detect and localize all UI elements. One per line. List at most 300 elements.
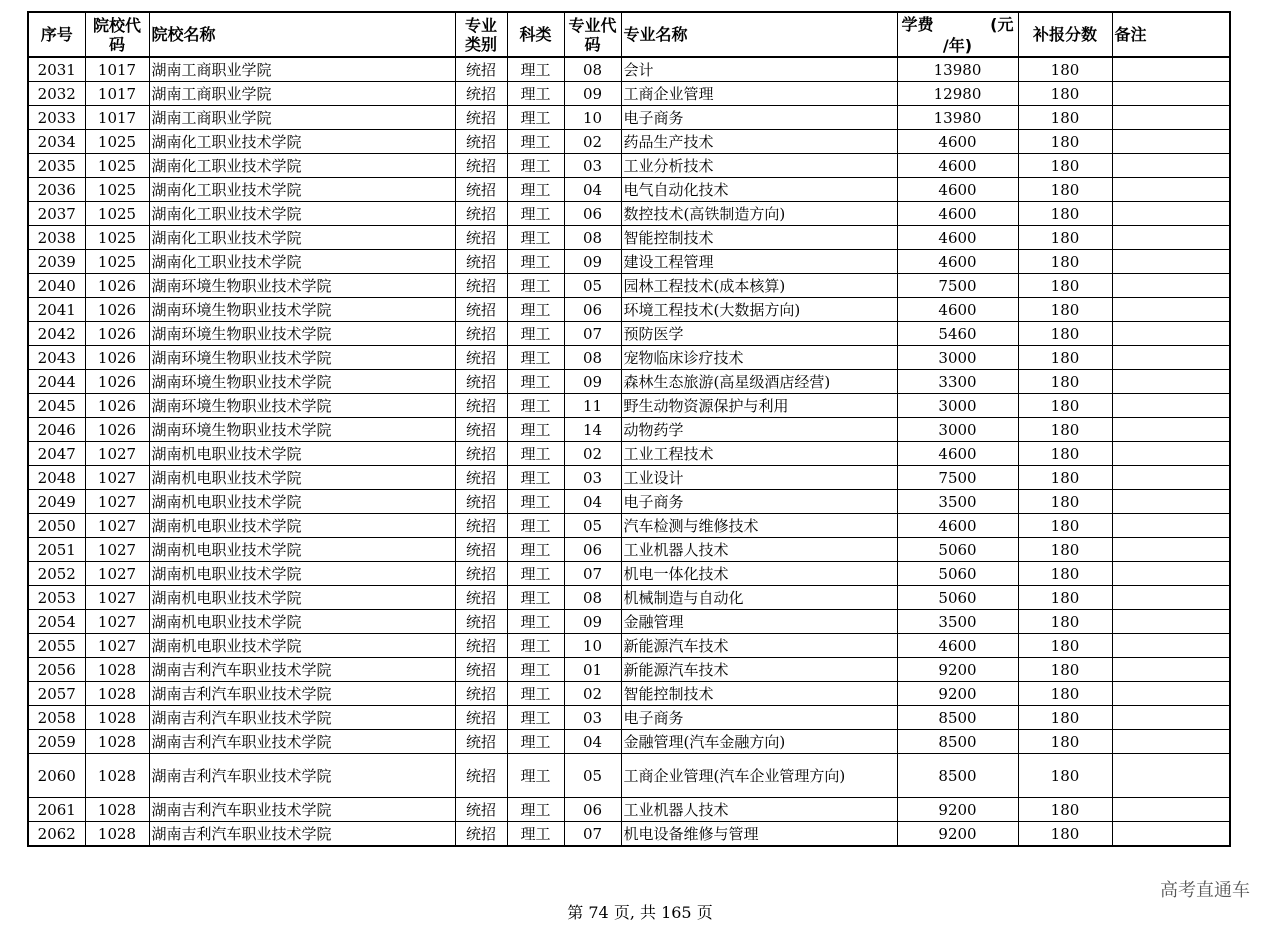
table-row bbox=[28, 490, 1230, 514]
cell-subject: 理工 bbox=[507, 106, 564, 130]
cell-major-name: 环境工程技术(大数据方向) bbox=[621, 298, 897, 322]
cell-major-type: 统招 bbox=[455, 82, 507, 106]
cell-fee: 3300 bbox=[897, 370, 1018, 394]
cell-subject: 理工 bbox=[507, 658, 564, 682]
cell-note bbox=[1112, 514, 1230, 538]
cell-note bbox=[1112, 106, 1230, 130]
cell-major-code: 01 bbox=[564, 658, 621, 682]
cell-seq: 2036 bbox=[28, 178, 85, 202]
cell-note bbox=[1112, 394, 1230, 418]
cell-fee: 3000 bbox=[897, 346, 1018, 370]
cell-subject: 理工 bbox=[507, 562, 564, 586]
cell-major-type: 统招 bbox=[455, 706, 507, 730]
cell-note bbox=[1112, 466, 1230, 490]
cell-note bbox=[1112, 798, 1230, 822]
cell-school-name: 湖南工商职业学院 bbox=[149, 57, 455, 82]
cell-major-type: 统招 bbox=[455, 538, 507, 562]
cell-major-type: 统招 bbox=[455, 298, 507, 322]
table-row bbox=[28, 538, 1230, 562]
cell-major-type: 统招 bbox=[455, 798, 507, 822]
table-body bbox=[28, 57, 1230, 846]
cell-school-name: 湖南机电职业技术学院 bbox=[149, 634, 455, 658]
cell-fee: 9200 bbox=[897, 798, 1018, 822]
cell-major-code: 07 bbox=[564, 562, 621, 586]
cell-major-type: 统招 bbox=[455, 250, 507, 274]
cell-fee: 4600 bbox=[897, 514, 1018, 538]
cell-major-code: 09 bbox=[564, 610, 621, 634]
cell-major-name: 野生动物资源保护与利用 bbox=[621, 394, 897, 418]
cell-major-code: 06 bbox=[564, 298, 621, 322]
table-row bbox=[28, 822, 1230, 847]
cell-seq: 2037 bbox=[28, 202, 85, 226]
cell-fee: 9200 bbox=[897, 658, 1018, 682]
cell-subject: 理工 bbox=[507, 370, 564, 394]
cell-major-code: 09 bbox=[564, 250, 621, 274]
cell-major-type: 统招 bbox=[455, 822, 507, 847]
cell-major-name: 汽车检测与维修技术 bbox=[621, 514, 897, 538]
cell-fee: 4600 bbox=[897, 298, 1018, 322]
cell-school-code: 1028 bbox=[85, 798, 149, 822]
cell-major-name: 药品生产技术 bbox=[621, 130, 897, 154]
cell-fee: 4600 bbox=[897, 130, 1018, 154]
cell-score: 180 bbox=[1018, 394, 1112, 418]
cell-seq: 2031 bbox=[28, 57, 85, 82]
cell-school-code: 1027 bbox=[85, 538, 149, 562]
cell-seq: 2038 bbox=[28, 226, 85, 250]
cell-note bbox=[1112, 658, 1230, 682]
cell-note bbox=[1112, 754, 1230, 798]
cell-subject: 理工 bbox=[507, 586, 564, 610]
table-row bbox=[28, 346, 1230, 370]
table-row bbox=[28, 178, 1230, 202]
cell-school-code: 1026 bbox=[85, 274, 149, 298]
cell-school-name: 湖南工商职业学院 bbox=[149, 106, 455, 130]
cell-major-name: 工业机器人技术 bbox=[621, 798, 897, 822]
cell-major-code: 07 bbox=[564, 822, 621, 847]
cell-school-code: 1026 bbox=[85, 322, 149, 346]
cell-seq: 2049 bbox=[28, 490, 85, 514]
cell-major-name: 工业机器人技术 bbox=[621, 538, 897, 562]
cell-major-name: 电子商务 bbox=[621, 106, 897, 130]
table-row bbox=[28, 394, 1230, 418]
cell-major-type: 统招 bbox=[455, 394, 507, 418]
cell-major-code: 03 bbox=[564, 706, 621, 730]
cell-major-code: 04 bbox=[564, 730, 621, 754]
cell-seq: 2053 bbox=[28, 586, 85, 610]
cell-school-name: 湖南机电职业技术学院 bbox=[149, 514, 455, 538]
cell-subject: 理工 bbox=[507, 610, 564, 634]
table-row bbox=[28, 418, 1230, 442]
cell-seq: 2041 bbox=[28, 298, 85, 322]
cell-school-code: 1027 bbox=[85, 442, 149, 466]
header-fee-unit-open: (元 bbox=[990, 15, 1014, 34]
cell-school-code: 1025 bbox=[85, 226, 149, 250]
cell-subject: 理工 bbox=[507, 202, 564, 226]
cell-subject: 理工 bbox=[507, 57, 564, 82]
table-row bbox=[28, 610, 1230, 634]
cell-major-code: 05 bbox=[564, 274, 621, 298]
cell-note bbox=[1112, 250, 1230, 274]
table-row bbox=[28, 274, 1230, 298]
cell-subject: 理工 bbox=[507, 754, 564, 798]
cell-subject: 理工 bbox=[507, 634, 564, 658]
cell-seq: 2056 bbox=[28, 658, 85, 682]
cell-score: 180 bbox=[1018, 57, 1112, 82]
table-row bbox=[28, 106, 1230, 130]
cell-school-name: 湖南机电职业技术学院 bbox=[149, 490, 455, 514]
cell-major-code: 08 bbox=[564, 586, 621, 610]
cell-subject: 理工 bbox=[507, 730, 564, 754]
cell-major-code: 08 bbox=[564, 226, 621, 250]
cell-school-code: 1028 bbox=[85, 682, 149, 706]
table-row bbox=[28, 730, 1230, 754]
cell-school-name: 湖南环境生物职业技术学院 bbox=[149, 274, 455, 298]
cell-fee: 4600 bbox=[897, 250, 1018, 274]
cell-seq: 2060 bbox=[28, 754, 85, 798]
cell-note bbox=[1112, 202, 1230, 226]
cell-major-code: 04 bbox=[564, 490, 621, 514]
cell-school-name: 湖南吉利汽车职业技术学院 bbox=[149, 658, 455, 682]
cell-seq: 2039 bbox=[28, 250, 85, 274]
cell-note bbox=[1112, 586, 1230, 610]
cell-seq: 2059 bbox=[28, 730, 85, 754]
cell-subject: 理工 bbox=[507, 394, 564, 418]
cell-major-type: 统招 bbox=[455, 730, 507, 754]
cell-school-name: 湖南吉利汽车职业技术学院 bbox=[149, 682, 455, 706]
cell-fee: 3500 bbox=[897, 610, 1018, 634]
table-row bbox=[28, 442, 1230, 466]
cell-subject: 理工 bbox=[507, 682, 564, 706]
cell-major-type: 统招 bbox=[455, 610, 507, 634]
cell-fee: 8500 bbox=[897, 754, 1018, 798]
cell-subject: 理工 bbox=[507, 514, 564, 538]
cell-school-name: 湖南化工职业技术学院 bbox=[149, 178, 455, 202]
table-row bbox=[28, 798, 1230, 822]
cell-school-name: 湖南化工职业技术学院 bbox=[149, 226, 455, 250]
cell-fee: 8500 bbox=[897, 706, 1018, 730]
cell-note bbox=[1112, 322, 1230, 346]
cell-note bbox=[1112, 178, 1230, 202]
cell-score: 180 bbox=[1018, 202, 1112, 226]
cell-score: 180 bbox=[1018, 730, 1112, 754]
cell-fee: 13980 bbox=[897, 106, 1018, 130]
cell-major-code: 10 bbox=[564, 634, 621, 658]
table-row bbox=[28, 82, 1230, 106]
cell-score: 180 bbox=[1018, 274, 1112, 298]
cell-seq: 2047 bbox=[28, 442, 85, 466]
cell-subject: 理工 bbox=[507, 346, 564, 370]
cell-school-name: 湖南环境生物职业技术学院 bbox=[149, 322, 455, 346]
cell-note bbox=[1112, 490, 1230, 514]
cell-major-code: 02 bbox=[564, 682, 621, 706]
cell-major-name: 工业设计 bbox=[621, 466, 897, 490]
cell-major-code: 06 bbox=[564, 798, 621, 822]
cell-note bbox=[1112, 562, 1230, 586]
header-fee-label: 学费 bbox=[901, 15, 934, 34]
cell-seq: 2042 bbox=[28, 322, 85, 346]
table-row bbox=[28, 322, 1230, 346]
cell-score: 180 bbox=[1018, 822, 1112, 847]
cell-fee: 9200 bbox=[897, 822, 1018, 847]
cell-major-type: 统招 bbox=[455, 370, 507, 394]
cell-major-type: 统招 bbox=[455, 106, 507, 130]
cell-note bbox=[1112, 226, 1230, 250]
cell-fee: 7500 bbox=[897, 466, 1018, 490]
cell-major-code: 08 bbox=[564, 346, 621, 370]
cell-score: 180 bbox=[1018, 634, 1112, 658]
cell-major-type: 统招 bbox=[455, 682, 507, 706]
cell-school-code: 1027 bbox=[85, 490, 149, 514]
cell-major-name: 电气自动化技术 bbox=[621, 178, 897, 202]
cell-seq: 2058 bbox=[28, 706, 85, 730]
cell-note bbox=[1112, 346, 1230, 370]
cell-school-code: 1027 bbox=[85, 634, 149, 658]
cell-major-code: 04 bbox=[564, 178, 621, 202]
cell-major-name: 智能控制技术 bbox=[621, 682, 897, 706]
cell-score: 180 bbox=[1018, 442, 1112, 466]
cell-seq: 2045 bbox=[28, 394, 85, 418]
cell-school-code: 1026 bbox=[85, 418, 149, 442]
cell-seq: 2032 bbox=[28, 82, 85, 106]
table-row bbox=[28, 514, 1230, 538]
cell-subject: 理工 bbox=[507, 130, 564, 154]
table-row bbox=[28, 298, 1230, 322]
header-fee bbox=[897, 12, 1018, 57]
cell-score: 180 bbox=[1018, 514, 1112, 538]
cell-note bbox=[1112, 634, 1230, 658]
cell-major-name: 工业工程技术 bbox=[621, 442, 897, 466]
cell-school-code: 1026 bbox=[85, 394, 149, 418]
cell-score: 180 bbox=[1018, 418, 1112, 442]
cell-school-name: 湖南工商职业学院 bbox=[149, 82, 455, 106]
cell-major-code: 10 bbox=[564, 106, 621, 130]
cell-fee: 3000 bbox=[897, 418, 1018, 442]
cell-score: 180 bbox=[1018, 106, 1112, 130]
cell-seq: 2043 bbox=[28, 346, 85, 370]
cell-school-code: 1028 bbox=[85, 822, 149, 847]
cell-school-code: 1025 bbox=[85, 130, 149, 154]
cell-note bbox=[1112, 442, 1230, 466]
table-row bbox=[28, 658, 1230, 682]
table-row bbox=[28, 754, 1230, 798]
cell-major-name: 工商企业管理(汽车企业管理方向) bbox=[621, 754, 897, 798]
cell-seq: 2034 bbox=[28, 130, 85, 154]
cell-major-type: 统招 bbox=[455, 346, 507, 370]
cell-seq: 2057 bbox=[28, 682, 85, 706]
cell-school-name: 湖南吉利汽车职业技术学院 bbox=[149, 730, 455, 754]
cell-seq: 2050 bbox=[28, 514, 85, 538]
header-subject: 科类 bbox=[507, 12, 564, 57]
cell-major-type: 统招 bbox=[455, 274, 507, 298]
cell-score: 180 bbox=[1018, 178, 1112, 202]
cell-school-code: 1025 bbox=[85, 154, 149, 178]
cell-seq: 2046 bbox=[28, 418, 85, 442]
cell-seq: 2054 bbox=[28, 610, 85, 634]
cell-school-name: 湖南化工职业技术学院 bbox=[149, 154, 455, 178]
cell-major-code: 08 bbox=[564, 57, 621, 82]
cell-score: 180 bbox=[1018, 798, 1112, 822]
cell-school-code: 1017 bbox=[85, 82, 149, 106]
cell-subject: 理工 bbox=[507, 706, 564, 730]
cell-school-code: 1027 bbox=[85, 586, 149, 610]
cell-major-type: 统招 bbox=[455, 130, 507, 154]
cell-major-name: 金融管理 bbox=[621, 610, 897, 634]
cell-major-type: 统招 bbox=[455, 490, 507, 514]
cell-school-code: 1028 bbox=[85, 730, 149, 754]
cell-major-name: 智能控制技术 bbox=[621, 226, 897, 250]
cell-major-name: 动物药学 bbox=[621, 418, 897, 442]
cell-school-code: 1025 bbox=[85, 250, 149, 274]
cell-major-code: 02 bbox=[564, 442, 621, 466]
header-seq: 序号 bbox=[28, 12, 85, 57]
cell-major-code: 03 bbox=[564, 466, 621, 490]
cell-major-code: 06 bbox=[564, 202, 621, 226]
cell-school-name: 湖南化工职业技术学院 bbox=[149, 250, 455, 274]
cell-subject: 理工 bbox=[507, 82, 564, 106]
cell-major-name: 机械制造与自动化 bbox=[621, 586, 897, 610]
header-fee-unit-close: /年) bbox=[942, 36, 973, 55]
cell-subject: 理工 bbox=[507, 418, 564, 442]
cell-school-code: 1017 bbox=[85, 106, 149, 130]
cell-major-name: 机电一体化技术 bbox=[621, 562, 897, 586]
cell-major-type: 统招 bbox=[455, 202, 507, 226]
cell-major-name: 新能源汽车技术 bbox=[621, 634, 897, 658]
table-row bbox=[28, 706, 1230, 730]
cell-subject: 理工 bbox=[507, 274, 564, 298]
cell-score: 180 bbox=[1018, 250, 1112, 274]
cell-school-name: 湖南机电职业技术学院 bbox=[149, 586, 455, 610]
table-row bbox=[28, 370, 1230, 394]
cell-seq: 2061 bbox=[28, 798, 85, 822]
cell-seq: 2048 bbox=[28, 466, 85, 490]
cell-school-name: 湖南吉利汽车职业技术学院 bbox=[149, 754, 455, 798]
table-row bbox=[28, 682, 1230, 706]
cell-major-name: 建设工程管理 bbox=[621, 250, 897, 274]
cell-score: 180 bbox=[1018, 706, 1112, 730]
cell-major-name: 森林生态旅游(高星级酒店经营) bbox=[621, 370, 897, 394]
cell-school-code: 1027 bbox=[85, 514, 149, 538]
cell-score: 180 bbox=[1018, 298, 1112, 322]
cell-fee: 5060 bbox=[897, 538, 1018, 562]
cell-seq: 2035 bbox=[28, 154, 85, 178]
cell-subject: 理工 bbox=[507, 466, 564, 490]
cell-note bbox=[1112, 82, 1230, 106]
cell-major-code: 02 bbox=[564, 130, 621, 154]
cell-school-name: 湖南吉利汽车职业技术学院 bbox=[149, 706, 455, 730]
cell-score: 180 bbox=[1018, 82, 1112, 106]
cell-school-name: 湖南机电职业技术学院 bbox=[149, 562, 455, 586]
cell-fee: 5460 bbox=[897, 322, 1018, 346]
cell-school-name: 湖南机电职业技术学院 bbox=[149, 610, 455, 634]
cell-school-name: 湖南机电职业技术学院 bbox=[149, 466, 455, 490]
table-row bbox=[28, 130, 1230, 154]
cell-fee: 5060 bbox=[897, 562, 1018, 586]
cell-major-name: 新能源汽车技术 bbox=[621, 658, 897, 682]
cell-school-code: 1026 bbox=[85, 346, 149, 370]
cell-school-code: 1028 bbox=[85, 658, 149, 682]
header-major-name: 专业名称 bbox=[621, 12, 897, 57]
cell-seq: 2051 bbox=[28, 538, 85, 562]
cell-score: 180 bbox=[1018, 754, 1112, 798]
cell-fee: 4600 bbox=[897, 634, 1018, 658]
table-row bbox=[28, 250, 1230, 274]
cell-fee: 4600 bbox=[897, 202, 1018, 226]
cell-note bbox=[1112, 538, 1230, 562]
cell-score: 180 bbox=[1018, 466, 1112, 490]
cell-note bbox=[1112, 370, 1230, 394]
cell-major-name: 工商企业管理 bbox=[621, 82, 897, 106]
cell-fee: 4600 bbox=[897, 154, 1018, 178]
cell-seq: 2055 bbox=[28, 634, 85, 658]
cell-major-type: 统招 bbox=[455, 154, 507, 178]
cell-major-type: 统招 bbox=[455, 754, 507, 798]
cell-school-name: 湖南化工职业技术学院 bbox=[149, 202, 455, 226]
cell-score: 180 bbox=[1018, 130, 1112, 154]
cell-major-type: 统招 bbox=[455, 466, 507, 490]
cell-score: 180 bbox=[1018, 682, 1112, 706]
table-row bbox=[28, 634, 1230, 658]
cell-major-name: 预防医学 bbox=[621, 322, 897, 346]
cell-school-name: 湖南环境生物职业技术学院 bbox=[149, 394, 455, 418]
header-major-code: 专业代码 bbox=[564, 12, 621, 57]
cell-score: 180 bbox=[1018, 490, 1112, 514]
cell-school-name: 湖南吉利汽车职业技术学院 bbox=[149, 798, 455, 822]
cell-fee: 9200 bbox=[897, 682, 1018, 706]
cell-school-code: 1025 bbox=[85, 202, 149, 226]
cell-score: 180 bbox=[1018, 226, 1112, 250]
cell-fee: 4600 bbox=[897, 178, 1018, 202]
header-school-code: 院校代码 bbox=[85, 12, 149, 57]
cell-school-code: 1027 bbox=[85, 466, 149, 490]
cell-major-code: 03 bbox=[564, 154, 621, 178]
cell-subject: 理工 bbox=[507, 154, 564, 178]
cell-major-code: 14 bbox=[564, 418, 621, 442]
cell-major-code: 09 bbox=[564, 370, 621, 394]
cell-major-name: 数控技术(高铁制造方向) bbox=[621, 202, 897, 226]
table-row bbox=[28, 466, 1230, 490]
cell-fee: 4600 bbox=[897, 226, 1018, 250]
cell-school-code: 1026 bbox=[85, 370, 149, 394]
cell-major-code: 06 bbox=[564, 538, 621, 562]
cell-major-name: 金融管理(汽车金融方向) bbox=[621, 730, 897, 754]
cell-school-name: 湖南机电职业技术学院 bbox=[149, 442, 455, 466]
cell-fee: 7500 bbox=[897, 274, 1018, 298]
table-row bbox=[28, 226, 1230, 250]
header-school-name: 院校名称 bbox=[149, 12, 455, 57]
cell-school-code: 1025 bbox=[85, 178, 149, 202]
cell-seq: 2033 bbox=[28, 106, 85, 130]
table-row bbox=[28, 57, 1230, 82]
table-row bbox=[28, 586, 1230, 610]
watermark: 高考直通车 bbox=[1160, 880, 1250, 901]
cell-score: 180 bbox=[1018, 562, 1112, 586]
header-note: 备注 bbox=[1112, 12, 1230, 57]
cell-score: 180 bbox=[1018, 322, 1112, 346]
cell-major-type: 统招 bbox=[455, 322, 507, 346]
cell-score: 180 bbox=[1018, 586, 1112, 610]
cell-major-type: 统招 bbox=[455, 586, 507, 610]
cell-note bbox=[1112, 154, 1230, 178]
cell-major-name: 电子商务 bbox=[621, 706, 897, 730]
cell-subject: 理工 bbox=[507, 798, 564, 822]
cell-seq: 2062 bbox=[28, 822, 85, 847]
cell-score: 180 bbox=[1018, 538, 1112, 562]
cell-subject: 理工 bbox=[507, 322, 564, 346]
cell-note bbox=[1112, 730, 1230, 754]
cell-fee: 13980 bbox=[897, 57, 1018, 82]
cell-note bbox=[1112, 822, 1230, 847]
cell-score: 180 bbox=[1018, 610, 1112, 634]
